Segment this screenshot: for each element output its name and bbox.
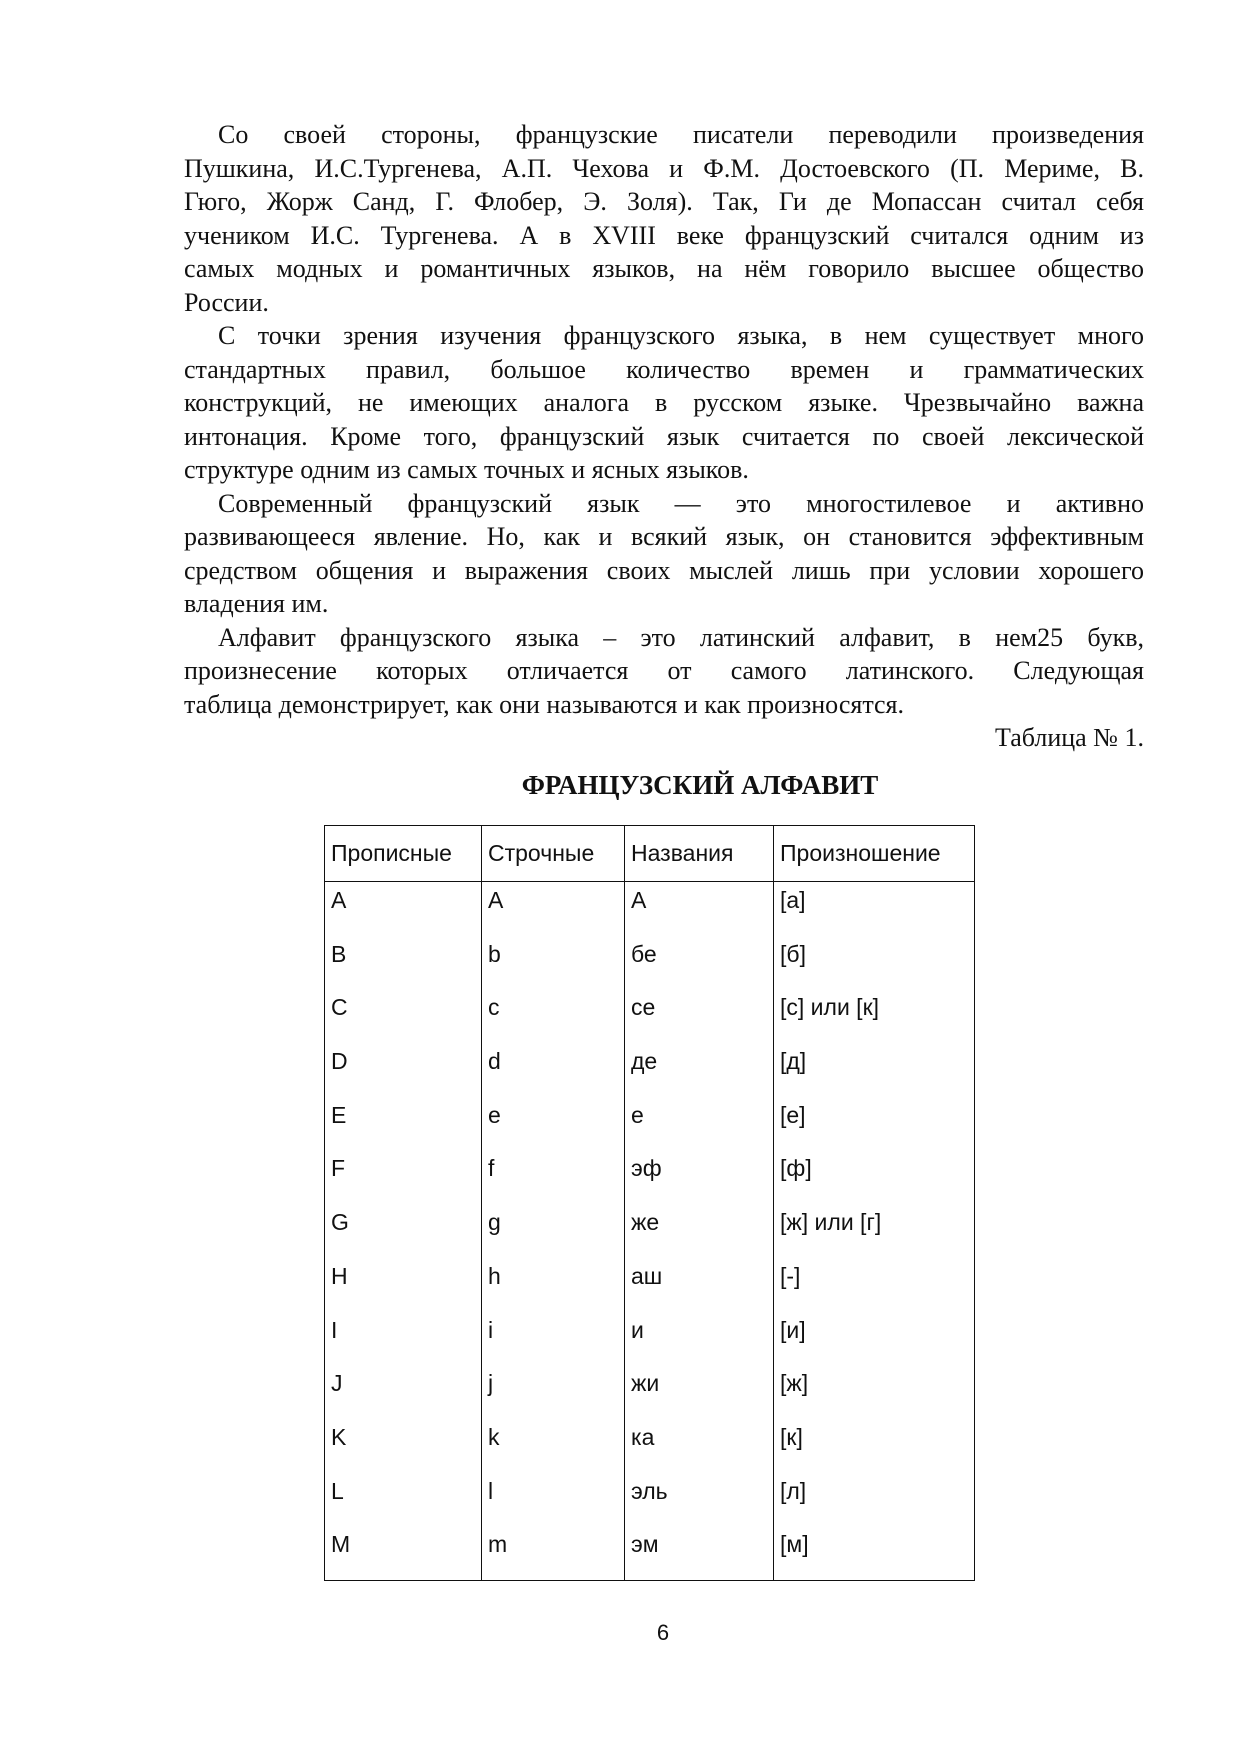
paragraph-line: Современный французский язык — это многостилевое и активно [218, 488, 1144, 518]
paragraph-line: самых модных и романтичных языков, на нём говорило высшее общество [184, 254, 1144, 283]
table-row [325, 1097, 975, 1151]
header-uppercase: Прописные [325, 826, 482, 882]
table-row [325, 1473, 975, 1527]
pronunciation-cell: [ж] или [г] [774, 1204, 975, 1258]
name-cell: эль [625, 1473, 774, 1527]
lowercase-cell: e [482, 1097, 625, 1151]
name-cell: A [625, 882, 774, 936]
paragraph-line: Пушкина, И.С.Тургенева, А.П. Чехова и Ф.М. Достоевского (П. Мериме, В. [184, 153, 1144, 183]
name-cell: и [625, 1312, 774, 1366]
table-row [325, 1150, 975, 1204]
header-pronunciation: Произношение [774, 826, 975, 882]
table-row [325, 1043, 975, 1097]
uppercase-cell: L [325, 1473, 482, 1527]
paragraph-line: произнесение которых отличается от самого латинского. Следующая [184, 656, 1144, 685]
name-cell: эф [625, 1150, 774, 1204]
table-title: ФРАНЦУЗСКИЙ АЛФАВИТ [521, 770, 879, 800]
table-row [325, 1419, 975, 1473]
name-cell: ка [625, 1419, 774, 1473]
page-number: 6 [656, 1620, 670, 1645]
lowercase-cell: j [482, 1365, 625, 1419]
pronunciation-cell: [д] [774, 1043, 975, 1097]
pronunciation-cell: [л] [774, 1473, 975, 1527]
paragraph-line: учеником И.С. Тургенева. А в XVIII веке французский считался одним из [184, 220, 1144, 250]
lowercase-cell: b [482, 936, 625, 990]
paragraph-line: стандартных правил, большое количество времен и грамматических [184, 354, 1144, 384]
paragraph-line: средством общения и выражения своих мыслей лишь при условии хорошего [184, 555, 1144, 585]
lowercase-cell: f [482, 1150, 625, 1204]
pronunciation-cell: [и] [774, 1312, 975, 1366]
paragraph-line: России. [184, 287, 269, 317]
lowercase-cell: i [482, 1312, 625, 1366]
name-cell: се [625, 989, 774, 1043]
table-row [325, 1526, 975, 1580]
pronunciation-cell: [м] [774, 1526, 975, 1580]
lowercase-cell: h [482, 1258, 625, 1312]
alphabet-table [324, 825, 975, 1581]
uppercase-cell: G [325, 1204, 482, 1258]
paragraph-line: структуре одним из самых точных и ясных языков. [184, 455, 749, 484]
paragraph-line: развивающееся явление. Но, как и всякий язык, он становится эффективным [184, 522, 1144, 551]
table-row [325, 1312, 975, 1366]
paragraph-line: С точки зрения изучения французского языка, в нем существует много [218, 321, 1144, 350]
pronunciation-cell: [к] [774, 1419, 975, 1473]
uppercase-cell: K [325, 1419, 482, 1473]
table-row [325, 1204, 975, 1258]
paragraph-line: таблица демонстрирует, как они называются и как произносятся. [184, 689, 905, 719]
name-cell: е [625, 1097, 774, 1151]
uppercase-cell: I [325, 1312, 482, 1366]
table-row [325, 882, 975, 936]
uppercase-cell: M [325, 1526, 482, 1580]
lowercase-cell: A [482, 882, 625, 936]
table-row [325, 989, 975, 1043]
uppercase-cell: C [325, 989, 482, 1043]
name-cell: эм [625, 1526, 774, 1580]
name-cell: же [625, 1204, 774, 1258]
uppercase-cell: E [325, 1097, 482, 1151]
body-text [184, 118, 1144, 755]
lowercase-cell: k [482, 1419, 625, 1473]
pronunciation-cell: [б] [774, 936, 975, 990]
pronunciation-cell: [a] [774, 882, 975, 936]
pronunciation-cell: [ф] [774, 1150, 975, 1204]
pronunciation-cell: [ж] [774, 1365, 975, 1419]
table-header-row [325, 826, 975, 882]
pronunciation-cell: [с] или [к] [774, 989, 975, 1043]
table-caption: Таблица № 1. [994, 723, 1144, 752]
paragraph-line: Гюго, Жорж Санд, Г. Флобер, Э. Золя). Так, Ги де Мопассан считал себя [184, 187, 1144, 216]
uppercase-cell: H [325, 1258, 482, 1312]
pronunciation-cell: [-] [774, 1258, 975, 1312]
table-row [325, 1258, 975, 1312]
pronunciation-cell: [е] [774, 1097, 975, 1151]
name-cell: аш [625, 1258, 774, 1312]
header-lowercase: Строчные [482, 826, 625, 882]
paragraph-line: конструкций, не имеющих аналога в русском языке. Чрезвычайно важна [184, 388, 1144, 417]
paragraph-line: Алфавит французского языка – это латинский алфавит, в нем25 букв, [218, 622, 1144, 652]
lowercase-cell: g [482, 1204, 625, 1258]
header-names: Названия [625, 826, 774, 882]
name-cell: бе [625, 936, 774, 990]
lowercase-cell: l [482, 1473, 625, 1527]
table-row [325, 1365, 975, 1419]
uppercase-cell: A [325, 882, 482, 936]
uppercase-cell: D [325, 1043, 482, 1097]
paragraph-line: владения им. [184, 589, 329, 618]
lowercase-cell: c [482, 989, 625, 1043]
name-cell: жи [625, 1365, 774, 1419]
name-cell: де [625, 1043, 774, 1097]
uppercase-cell: B [325, 936, 482, 990]
paragraph-line: Со своей стороны, французские писатели переводили произведения [218, 120, 1144, 149]
uppercase-cell: F [325, 1150, 482, 1204]
paragraph-line: интонация. Кроме того, французский язык считается по своей лексической [184, 421, 1144, 451]
table-row [325, 936, 975, 990]
uppercase-cell: J [325, 1365, 482, 1419]
lowercase-cell: m [482, 1526, 625, 1580]
lowercase-cell: d [482, 1043, 625, 1097]
